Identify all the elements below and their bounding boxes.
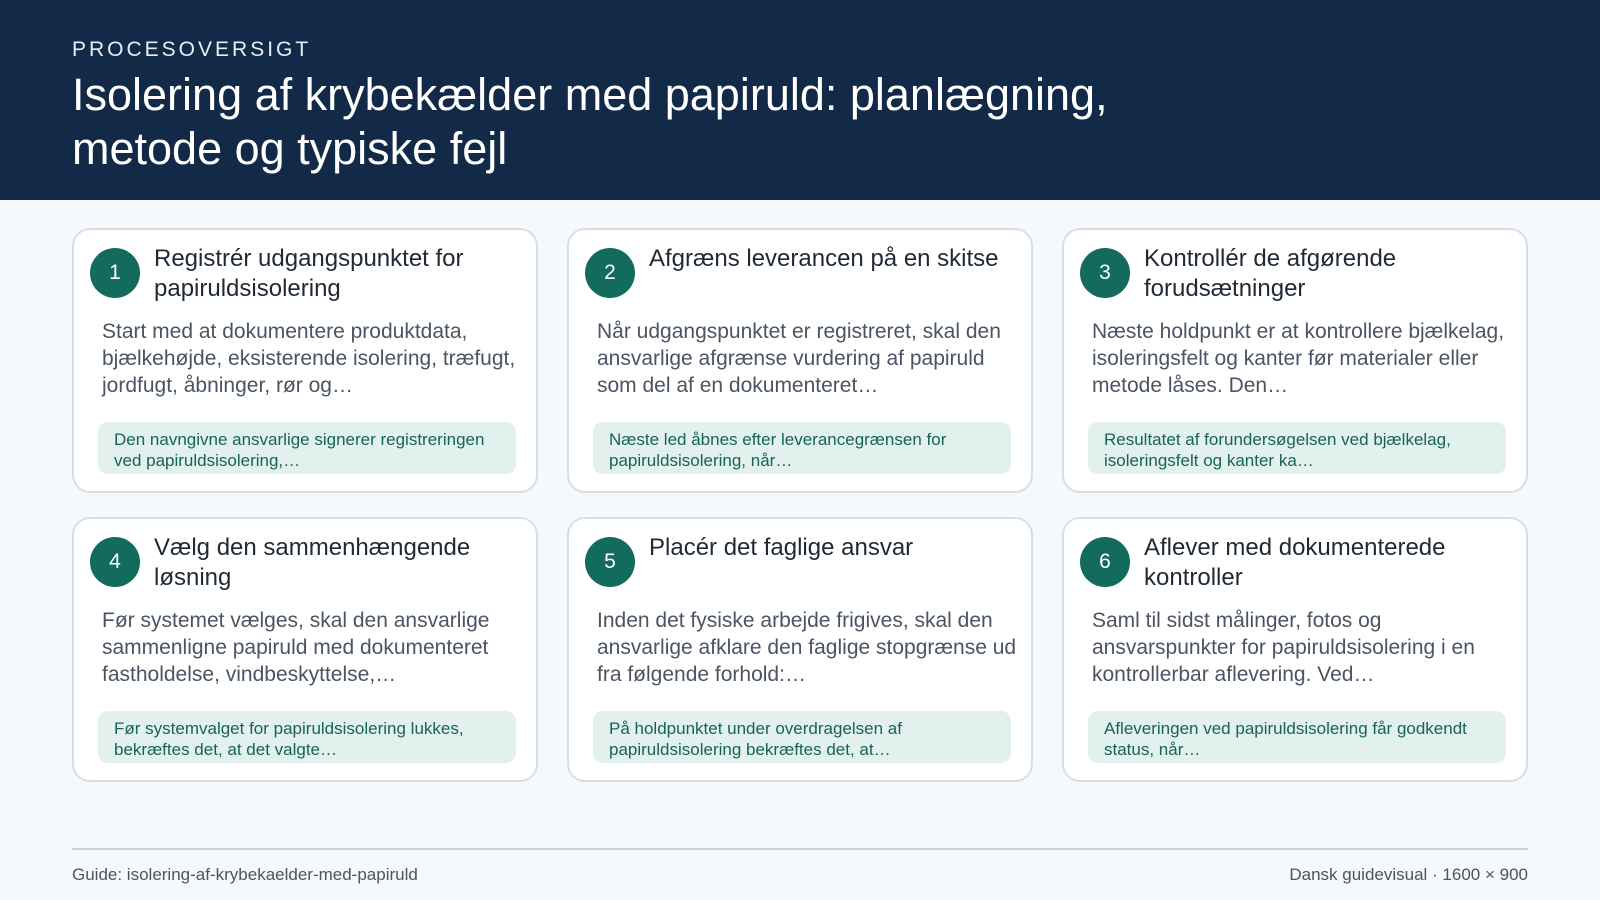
page-title: Isolering af krybekælder med papiruld: planlægning, metode og typiske fejl [72, 69, 1108, 174]
step-title: Registrér udgangspunktet for papiruldsisolering [154, 245, 464, 302]
step-title: Aflever med dokumenterede kontroller [1144, 534, 1446, 591]
step-note: Afleveringen ved papiruldsisolering får godkendt status, når… [1088, 711, 1506, 763]
step-description: Saml til sidst målinger, fotos og ansvarspunkter for papiruldsisolering i en kontrollerbar aflevering. Ved… [1092, 609, 1475, 686]
step-number-badge: 1 [90, 248, 140, 298]
step-card-4 [72, 517, 538, 782]
step-note: Næste led åbnes efter leverancegrænsen for papiruldsisolering, når… [593, 422, 1011, 474]
step-title: Kontrollér de afgørende forudsætninger [1144, 245, 1397, 302]
step-description: Næste holdpunkt er at kontrollere bjælkelag, isoleringsfelt og kanter før materialer eller metode låses. Den… [1092, 320, 1505, 397]
step-cards [72, 228, 1528, 782]
header [0, 0, 1600, 200]
footer-meta-label: Dansk guidevisual · 1600 × 900 [1289, 865, 1528, 884]
step-number-badge: 5 [585, 537, 635, 587]
step-card-5 [567, 517, 1033, 782]
step-description: Når udgangspunktet er registreret, skal den ansvarlige afgrænse vurdering af papiruld som del af en dokumenteret… [597, 320, 1001, 397]
eyebrow-label: PROCESOVERSIGT [72, 38, 312, 61]
step-card-3 [1062, 228, 1528, 493]
step-description: Inden det fysiske arbejde frigives, skal den ansvarlige afklare den faglige stopgrænse ud fra følgende forhold:… [597, 609, 1017, 686]
footer-guide-label: Guide: isolering-af-krybekaelder-med-papiruld [72, 865, 418, 884]
step-card-2 [567, 228, 1033, 493]
step-number-badge: 4 [90, 537, 140, 587]
step-note: På holdpunktet under overdragelsen af papiruldsisolering bekræftes det, at… [593, 711, 1011, 763]
step-number-badge: 3 [1080, 248, 1130, 298]
step-note: Resultatet af forundersøgelsen ved bjælkelag, isoleringsfelt og kanter ka… [1088, 422, 1506, 474]
step-note: Den navngivne ansvarlige signerer registreringen ved papiruldsisolering,… [98, 422, 516, 474]
step-note: Før systemvalget for papiruldsisolering lukkes, bekræftes det, at det valgte… [98, 711, 516, 763]
step-description: Start med at dokumentere produktdata, bjælkehøjde, eksisterende isolering, træfugt, jordfugt, åbninger, rør og… [102, 320, 516, 397]
step-description: Før systemet vælges, skal den ansvarlige sammenligne papiruld med dokumenteret fastholdelse, vindbeskyttelse,… [102, 609, 490, 686]
step-title: Afgræns leverancen på en skitse [649, 245, 999, 272]
footer-divider [72, 848, 1528, 850]
step-number-badge: 6 [1080, 537, 1130, 587]
step-card-1 [72, 228, 538, 493]
step-number-badge: 2 [585, 248, 635, 298]
step-card-6 [1062, 517, 1528, 782]
step-title: Vælg den sammenhængende løsning [154, 534, 471, 591]
step-title: Placér det faglige ansvar [649, 534, 914, 561]
